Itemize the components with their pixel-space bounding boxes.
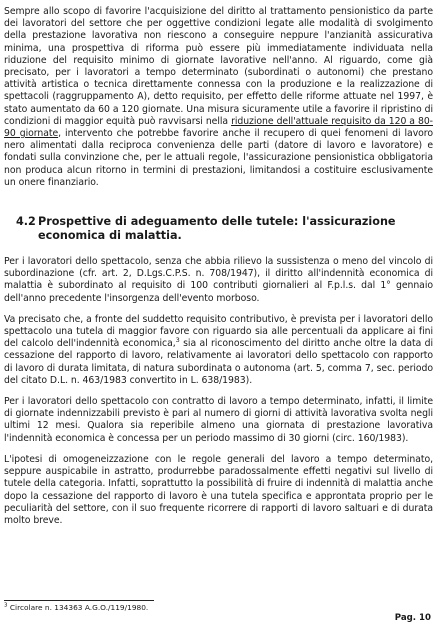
footnote-text: Circolare n. 134363 A.G.O./119/1980. [7,603,149,612]
page-number: Pag. 10 [394,613,431,623]
footnote-number: 3 [4,602,8,609]
paragraph-sickness-requirement: Per i lavoratori dello spettacolo, senza che abbia rilievo la sussistenza o meno del vincolo di subordinazione (cfr. art. 2, D.Lgs.C.P.S. n. 708/1947), il diritto all'indennità economica di malattia è subordinato al requisito di 100 contributi giornalieri al F.p.l.s. dal 1° gennaio dell'anno precedente l'insorgenza dell'evento morboso. [4,256,433,304]
section-number: 4.2 [16,215,36,229]
underlined-text: riduzione dell'attuale requisito da 120 a 80-90 giornate [4,115,433,140]
footnote-divider [4,600,154,601]
section-title: Prospettive di adeguamento delle tutele: l'assicurazione economica di malattia. [38,215,396,242]
paragraph-favourable-protection [4,314,433,387]
paragraph-pension-reform [4,6,433,189]
paragraph-harmonisation: L'ipotesi di omogeneizzazione con le regole generali del lavoro a tempo determinato, seppure auspicabile in astratto, produrrebbe paradossalmente effetti negativi sul livello di tutele della categoria. Infatti, soprattutto la possibilità di fruire di indennità di malattia anche dopo la cessazione del rapporto di lavoro è una tutela specifica e approntata proprio per le peculiarità del settore, con il suo frequente ricorrere di rapporti di lavoro saltuari e di durata molto breve. [4,453,433,526]
paragraph-text: sia al riconoscimento del diritto anche oltre la data di cessazione del rapporto di lavoro, relativamente ai lavoratori dello spettacolo con rapporto di lavoro di durata limitata, di natura subordinata o autonoma (art. 5, comma 7, sec. periodo del citato D.L. n. 463/1983 convertito in L. 638/1983). [4,338,433,386]
footnote [4,603,148,612]
paragraph-text: , intervento che potrebbe favorire anche il recupero di quei fenomeni di lavoro nero alimentati dalla reciproca convenienza delle parti (datore di lavoro e lavoratore) e fondati sulla convinzione che, per le attuali regole, l'assicurazione pensionistica obbligatoria non produca alcun ritorno in termini di prestazioni, limitandosi a costituire esclusivamente un onere finanziario. [4,128,433,188]
paragraph-fixed-term-contracts: Per i lavoratori dello spettacolo con contratto di lavoro a tempo determinato, infatti, il limite di giornate indennizzabili previsto è pari al numero di giorni di attività lavorativa svolta negli ultimi 12 mesi. Qualora sia reperibile almeno una giornata di prestazione lavorativa l'indennità economica è concessa per un periodo massimo di 30 giorni (circ. 160/1983). [4,396,433,444]
paragraph-text: Va precisato che, a fronte del suddetto requisito contributivo, è prevista per i lavoratori dello spettacolo una tutela di maggior favore con riguardo sia alle percentuali da applicare ai fini del calcolo dell'indennità economica, [4,313,433,350]
footnote-reference: 3 [175,336,180,345]
paragraph-text: Sempre allo scopo di favorire l'acquisizione del diritto al trattamento pensionistico da parte dei lavoratori del settore che per oggettive condizioni legate alle modalità di svolgimento della prestazione lavorativa non riescono a conseguire neppure l'anzianità assicurativa minima, una prospettiva di riforma può essere più immediatamente individuata nella riduzione del requisito minimo di giornate lavorative nell'anno. Al riguardo, come già precisato, per i lavoratori a tempo determinato (subordinati o autonomi) che prestano attività artistica o tecnica direttamente connessa con la produzione e la realizzazione di spettacoli (raggruppamento A), detto requisito, per effetto delle riforme attuate nel 1997, è stato aumentato da 60 a 120 giornate. Una misura sicuramente utile a favorire il ripristino di condizioni di maggior equità può ravvisarsi nella [4,6,433,127]
section-heading [4,215,433,242]
